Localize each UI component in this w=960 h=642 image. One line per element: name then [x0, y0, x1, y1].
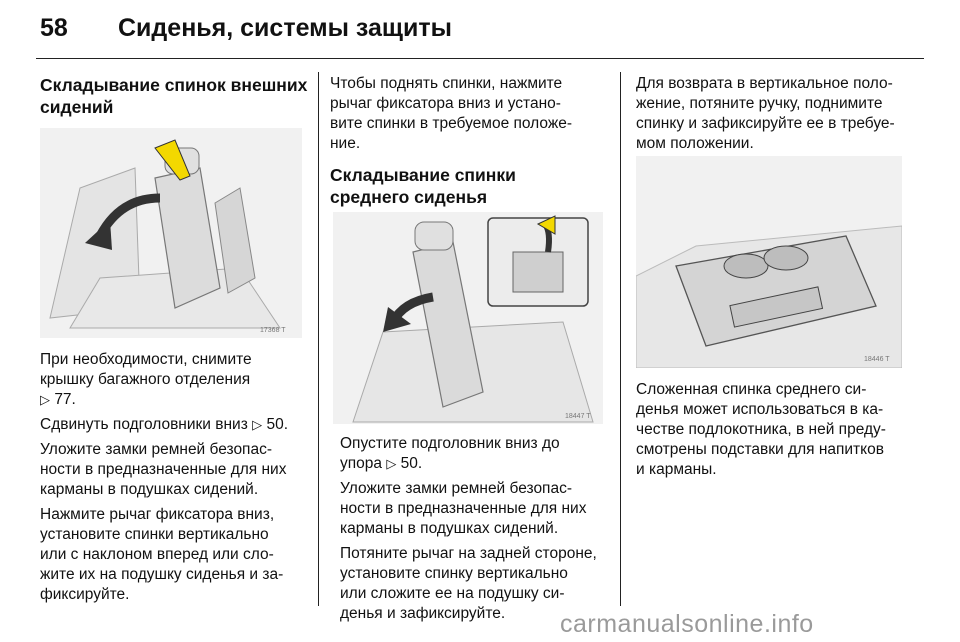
section-heading-middle-seat: Складывание спинки среднего сиденья — [330, 165, 516, 207]
header-rule — [36, 58, 924, 59]
reference-arrow-icon: ▷ — [386, 456, 397, 471]
figure-code: 17368 T — [260, 327, 286, 334]
figure-outer-seat-fold — [40, 128, 302, 338]
page-number: 58 — [40, 14, 68, 42]
site-watermark: carmanualsonline.info — [560, 610, 814, 638]
figure-code: 18447 T — [565, 413, 591, 420]
column-3 — [636, 74, 926, 159]
column-2 — [330, 74, 615, 208]
column-1 — [40, 74, 310, 118]
figure-code: 18446 T — [864, 356, 890, 363]
cup-holder — [724, 254, 768, 278]
paragraph: Нажмите рычаг фиксатора вниз, установите спинки вертикально или с наклоном вперед или сло- жите их на подушку сиденья и за- фиксируйте. — [40, 506, 284, 603]
column-1-text — [40, 350, 315, 610]
paragraph: При необходимости, снимите крышку багажного отделения ▷ 77. — [40, 351, 252, 408]
section-heading-outer-seats: Складывание спинок внешних сидений — [40, 75, 308, 117]
column-divider-1 — [318, 72, 319, 606]
chapter-title: Сиденья, системы защиты — [118, 14, 452, 42]
paragraph: Потяните рычаг на задней стороне, установите спинку вертикально или сложите ее на подушку си- денья и зафиксируйте. — [340, 545, 597, 622]
paragraph: Сложенная спинка среднего си- денья может использоваться в ка- честве подлокотника, в ней преду- смотрены подставки для напитков и карманы. — [636, 381, 886, 478]
paragraph: Для возврата в вертикальное поло- жение, потяните ручку, поднимите спинку и зафиксируйте ее в требуе- мом положении. — [636, 75, 895, 152]
figure-middle-seat-fold — [333, 212, 603, 424]
paragraph: Уложите замки ремней безопас- ности в предназначенные для них карманы в подушках сидений. — [40, 441, 287, 498]
paragraph: Чтобы поднять спинки, нажмите рычаг фиксатора вниз и устано- вите спинки в требуемое положе- ние. — [330, 75, 572, 152]
page-header — [0, 0, 960, 58]
column-3-text — [636, 380, 926, 485]
cup-holder — [764, 246, 808, 270]
paragraph: Сдвинуть подголовники вниз ▷ 50. — [40, 416, 289, 433]
column-divider-2 — [620, 72, 621, 606]
reference-arrow-icon: ▷ — [40, 392, 50, 407]
paragraph: Опустите подголовник вниз до упора ▷ 50. — [340, 435, 560, 472]
figure-armrest — [636, 156, 902, 368]
paragraph: Уложите замки ремней безопас- ности в предназначенные для них карманы в подушках сидений. — [340, 480, 587, 537]
reference-arrow-icon: ▷ — [252, 417, 263, 432]
column-2-text — [340, 434, 618, 629]
